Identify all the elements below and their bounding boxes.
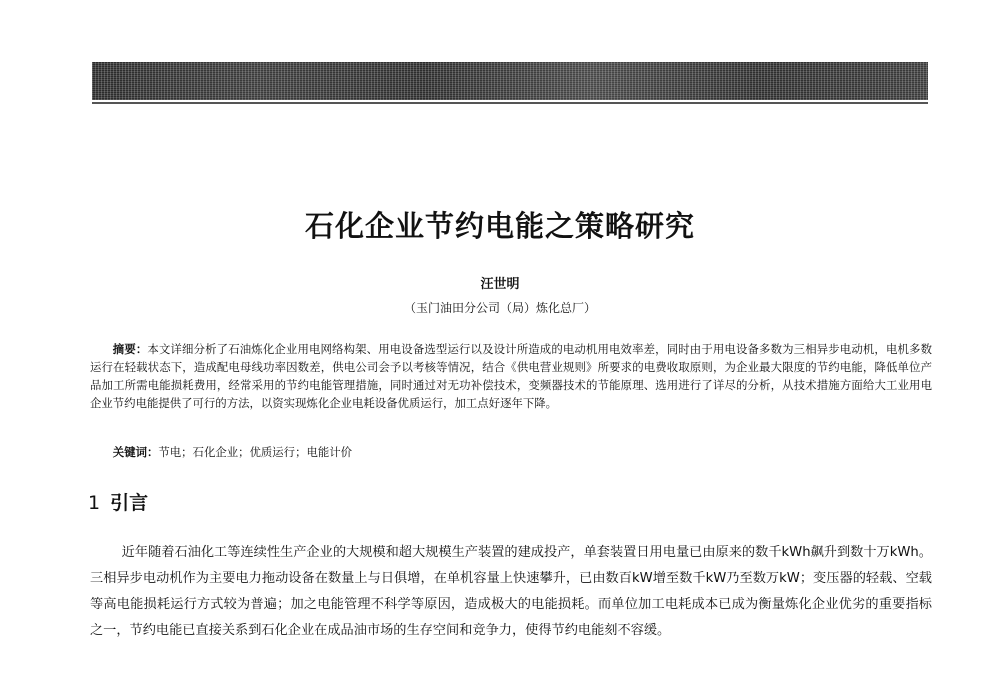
- keywords: [90, 443, 932, 461]
- header-rule: [92, 102, 928, 104]
- journal-header-band: [92, 62, 928, 100]
- section-heading: [88, 488, 148, 515]
- abstract-label: 摘要：: [112, 342, 148, 356]
- abstract-text: 本文详细分析了石油炼化企业用电网络构架、用电设备选型运行以及设计所造成的电动机用电效率差，同时由于用电设备多数为三相异步电动机，电机多数运行在轻载状态下，造成配电母线功率因数差，供电公司会予以考核等情况，结合《供电营业规则》所要求的电费收取原则，为企业最大限度的节约电能，降低单位产品加工所需电能损耗费用，经常采用的节约电能管理措施，同时通过对无功补偿技术，变频器技术的节能原理、选用进行了详尽的分析，从技术措施方面给大工业用电企业节约电能提供了可行的方法，以资实现炼化企业电耗设备优质运行，加工点好逐年下降。: [90, 342, 932, 410]
- author-name: 汪世明: [480, 277, 520, 292]
- keywords-label: 关键词：: [112, 445, 159, 459]
- author-affiliation: （玉门油田分公司（局）炼化总厂）: [403, 301, 596, 315]
- section-number: 1: [88, 492, 101, 514]
- intro-paragraph: 近年随着石油化工等连续性生产企业的大规模和超大规模生产装置的建成投产，单套装置日用电量已由原来的数千kWh飙升到数十万kWh。三相异步电动机作为主要电力拖动设备在数量上与日俱增，在单机容量上快速攀升，已由数百kW增至数千kW乃至数万kW；变压器的轻载、空载等高电能损耗运行方式较为普遍；加之电能管理不科学等原因，造成极大的电能损耗。而单位加工电耗成本已成为衡量炼化企业优劣的重要指标之一，节约电能已直接关系到石化企业在成品油市场的生存空间和竞争力，使得节约电能刻不容缓。: [90, 545, 932, 638]
- keywords-text: 节电；石化企业；优质运行；电能计价: [158, 445, 353, 459]
- paper-title: 石化企业节约电能之策略研究: [304, 209, 695, 243]
- abstract: [90, 340, 932, 412]
- section-title: 引言: [110, 492, 149, 514]
